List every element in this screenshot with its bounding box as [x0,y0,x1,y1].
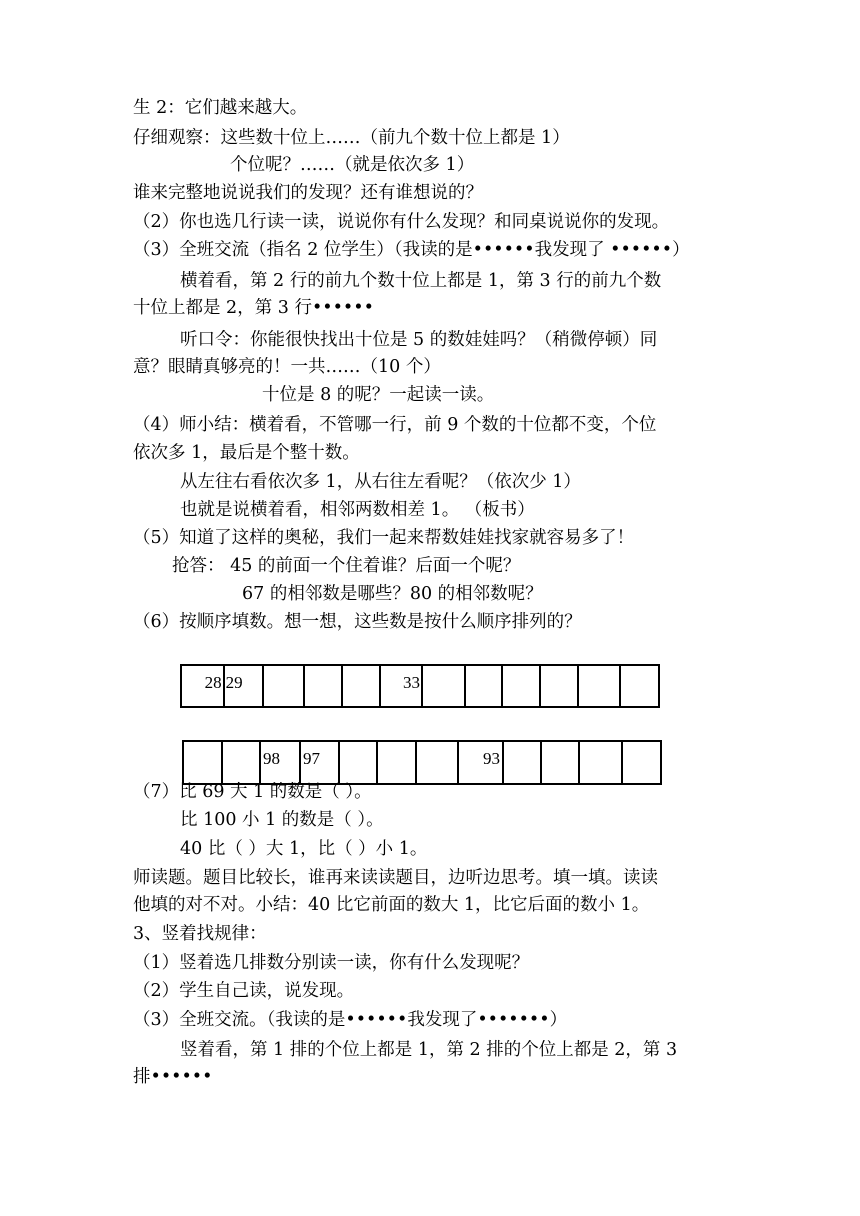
text-line: （3）全班交流（指名 2 位学生）（我读的是••••••我发现了 ••••••） [133,240,690,260]
grid-cell [541,666,579,706]
grid-cell [378,742,417,783]
grid-cell: 33 [381,666,423,706]
text-line: 师读题。题目比较长，谁再来读读题目，边听边思考。填一填。读读 [133,868,658,888]
text-line: 谁来完整地说说我们的发现？还有谁想说的？ [133,183,483,203]
number-row-ascending [180,664,660,708]
number-row-descending [182,740,662,785]
grid-cell: 97 [301,742,340,783]
text-line: （3）全班交流。（我读的是••••••我发现了•••••••） [133,1010,568,1030]
grid-cell [184,742,223,783]
grid-cell [343,666,382,706]
text-line: 横着看，第 2 行的前九个数十位上都是 1，第 3 行的前九个数 [180,271,662,291]
text-line: （4）师小结：横着看，不管哪一行，前 9 个数的十位都不变，个位 [133,415,657,435]
text-line: （6）按顺序填数。想一想，这些数是按什么顺序排列的？ [133,612,582,632]
text-line: 抢答： 45 的前面一个住着谁？后面一个呢？ [172,556,521,576]
text-line: 40 比（ ）大 1，比（ ）小 1。 [180,839,428,859]
grid-cell [579,666,622,706]
grid-cell: 28 [182,666,225,706]
text-line: 依次多 1，最后是个整十数。 [133,443,360,463]
text-line: 比 100 小 1 的数是（ ）。 [180,810,384,830]
grid-cell [621,666,658,706]
text-line: 意？眼睛真够亮的！一共……（10 个） [133,357,441,377]
text-line: 听口令：你能很快找出十位是 5 的数娃娃吗？（稍微停顿）同 [180,330,658,350]
text-line: 十位上都是 2，第 3 行•••••• [133,298,374,318]
text-line: 生 2：它们越来越大。 [133,98,308,118]
grid-cell [264,666,305,706]
text-line: 从左往右看依次多 1，从右往左看呢？（依次少 1） [180,472,581,492]
text-line: 竖着看，第 1 排的个位上都是 1，第 2 排的个位上都是 2，第 3 [180,1040,678,1060]
text-line: （2）学生自己读，说发现。 [133,981,355,1001]
grid-cell [580,742,623,783]
grid-cell [340,742,378,783]
grid-cell [503,666,541,706]
grid-cell [542,742,580,783]
text-line: （7）比 69 大 1 的数是（ ）。 [133,782,372,802]
grid-cell: 29 [225,666,265,706]
text-line: （1）竖着选几排数分别读一读，你有什么发现呢？ [133,953,530,973]
text-line: 仔细观察：这些数十位上……（前九个数十位上都是 1） [133,128,570,148]
grid-cell [623,742,660,783]
text-line: 个位呢？……（就是依次多 1） [230,155,475,175]
grid-cell [223,742,261,783]
grid-cell [466,666,504,706]
text-line: 67 的相邻数是哪些？80 的相邻数呢？ [242,584,543,604]
grid-cell [417,742,459,783]
text-line: （2）你也选几行读一读，说说你有什么发现？和同桌说说你的发现。 [133,212,670,232]
grid-cell: 93 [459,742,504,783]
grid-cell [423,666,466,706]
text-line: 他填的对不对。小结：40 比它前面的数大 1，比它后面的数小 1。 [133,895,650,915]
text-line: 十位是 8 的呢？一起读一读。 [262,385,495,405]
grid-cell: 98 [261,742,301,783]
text-line: 也就是说横着看，相邻两数相差 1。 （板书） [180,500,535,520]
text-line: 排•••••• [133,1067,213,1087]
grid-cell [305,666,343,706]
text-line: 3、竖着找规律： [133,924,267,944]
text-line: （5）知道了这样的奥秘，我们一起来帮数娃娃找家就容易多了！ [133,528,635,548]
grid-cell [504,742,542,783]
